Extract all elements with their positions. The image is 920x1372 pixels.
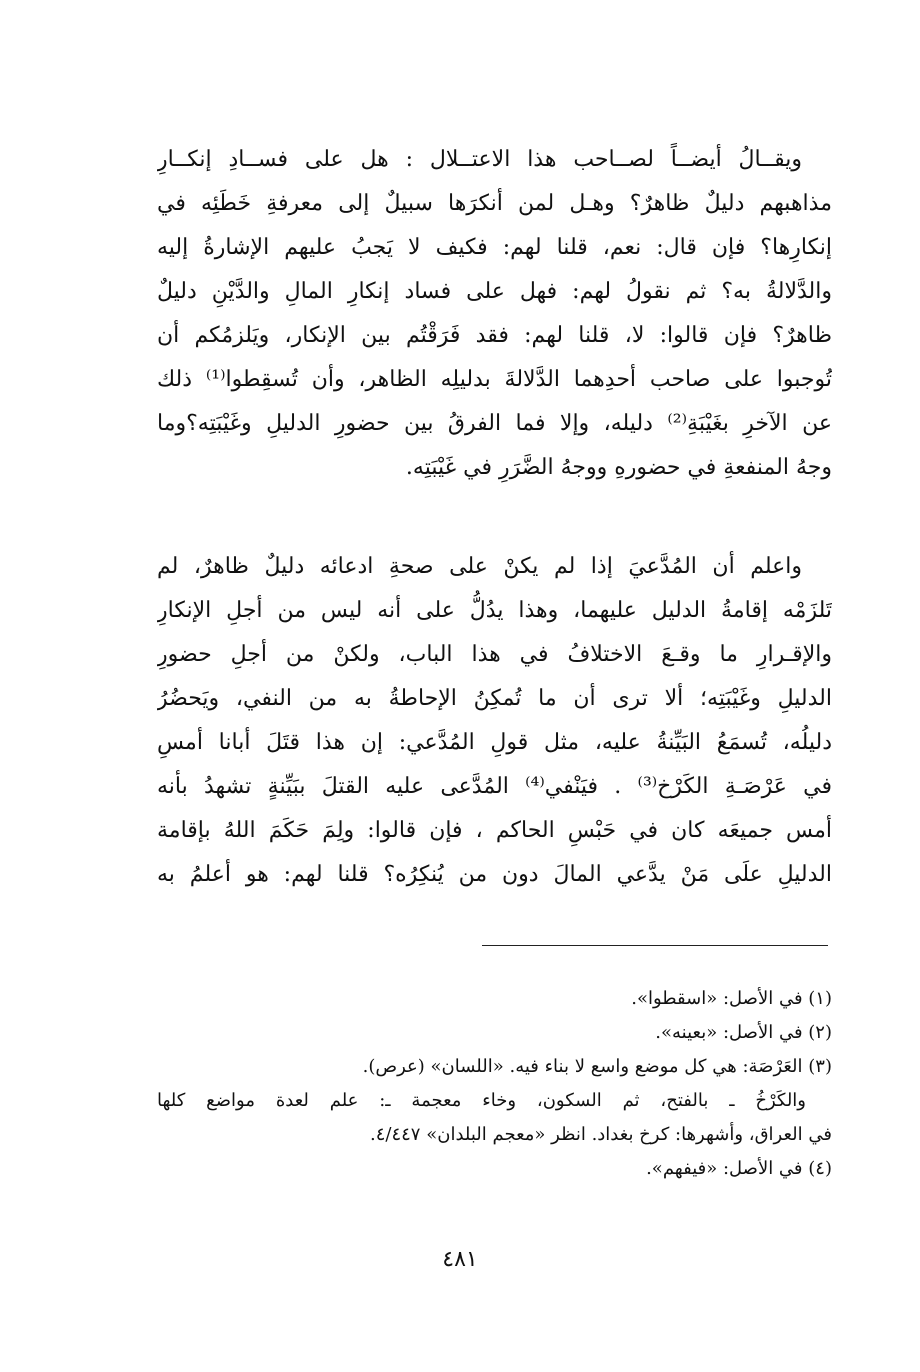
text-line: واعلم أن المُدَّعيَ إذا لم يكنْ على صحةِ ادعائه دليلٌ ظاهرٌ، لم — [157, 554, 802, 579]
page-number: ٤٨١ — [442, 1247, 478, 1272]
text-line: إنكارِها؟ فإن قال: نعم، قلنا لهم: فكيف لا يَجبُ عليهم الإشارةُ إليه — [157, 235, 832, 260]
text-line: في عَرْصَـةِ الكَرْخ⁽³⁾ . فيَنْفي⁽⁴⁾ المُدَّعى عليه القتلَ ببَيِّنةٍ تشهدُ بأنه — [157, 774, 832, 799]
text-line: عن الآخرِ بغَيْبَةِ⁽²⁾ دليله، وإلا فما الفرقُ بين حضورِ الدليلِ وغَيْبَتِه؟وما — [157, 411, 832, 436]
text-line: والدَّلالةُ به؟ ثم نقولُ لهم: فهل على فساد إنكارِ المالِ والدَّيْنِ دليلٌ — [157, 279, 832, 304]
paragraph-1 — [157, 138, 832, 490]
text-line: الدليلِ علَى مَنْ يدَّعي المالَ دون من يُنكِرُه؟ قلنا لهم: هو أعلمُ به — [157, 862, 832, 887]
text-line: ظاهرٌ؟ فإن قالوا: لا، قلنا لهم: فقد فَرَقْتُم بين الإنكار، ويَلزمُكم أن — [157, 323, 832, 348]
footnote-4: (٤) في الأصل: «فيفهم». — [646, 1158, 832, 1179]
footnotes — [157, 982, 832, 1186]
footnote-3-continuation: في العراق، وأشهرها: كرخ بغداد. انظر «معجم البلدان» ٤/٤٤٧. — [370, 1124, 832, 1145]
text-line: أمس جميعَه كان في حَبْسِ الحاكم ، فإن قالوا: ولِمَ حَكَمَ اللهُ بإقامة — [157, 818, 832, 843]
paragraph-2 — [157, 545, 832, 897]
text-line: الدليلِ وغَيْبَتِه؛ ألا ترى أن ما تُمكِنُ الإحاطةُ به من النفي، ويَحضُرُ — [157, 686, 832, 711]
footnote-2: (٢) في الأصل: «بعينه». — [655, 1022, 832, 1043]
text-line: وجهُ المنفعةِ في حضورهِ ووجهُ الضَّرَرِ في غَيْبَتِه. — [405, 455, 832, 480]
footnote-1: (١) في الأصل: «اسقطوا». — [631, 988, 832, 1009]
text-line: تُوجبوا على صاحب أحدِهما الدَّلالةَ بدليلِه الظاهر، وأن تُسقِطوا⁽¹⁾ ذلك — [157, 367, 832, 392]
text-line: ويقــالُ أيضــاً لصــاحب هذا الاعتــلال : هل على فســادِ إنكــارِ — [157, 147, 802, 172]
footnote-3: (٣) العَرْصَة: هي كل موضع واسع لا بناء فيه. «اللسان» (عرص). — [362, 1056, 832, 1077]
footnote-3-continuation: والكَرْخُ ـ بالفتح، ثم السكون، وخاء معجمة ـ: علم لعدة مواضع كلها — [157, 1090, 806, 1111]
text-line: دليلُه، تُسمَعُ البَيِّنةُ عليه، مثل قولِ المُدَّعي: إن هذا قتَلَ أبانا أمسِ — [157, 730, 832, 755]
text-line: والإقـرارِ ما وقـعَ الاختلافُ في هذا الباب، ولكنْ من أجلِ حضورِ — [157, 642, 832, 667]
text-line: تَلزَمْه إقامةُ الدليل عليهما، وهذا يدُلُّ على أنه ليس من أجلِ الإنكارِ — [157, 598, 832, 623]
text-line: مذاهبهم دليلٌ ظاهرٌ؟ وهـل لمن أنكرَها سبيلٌ إلى معرفةِ خَطَئِه في — [157, 191, 832, 216]
footnote-separator — [482, 945, 828, 946]
